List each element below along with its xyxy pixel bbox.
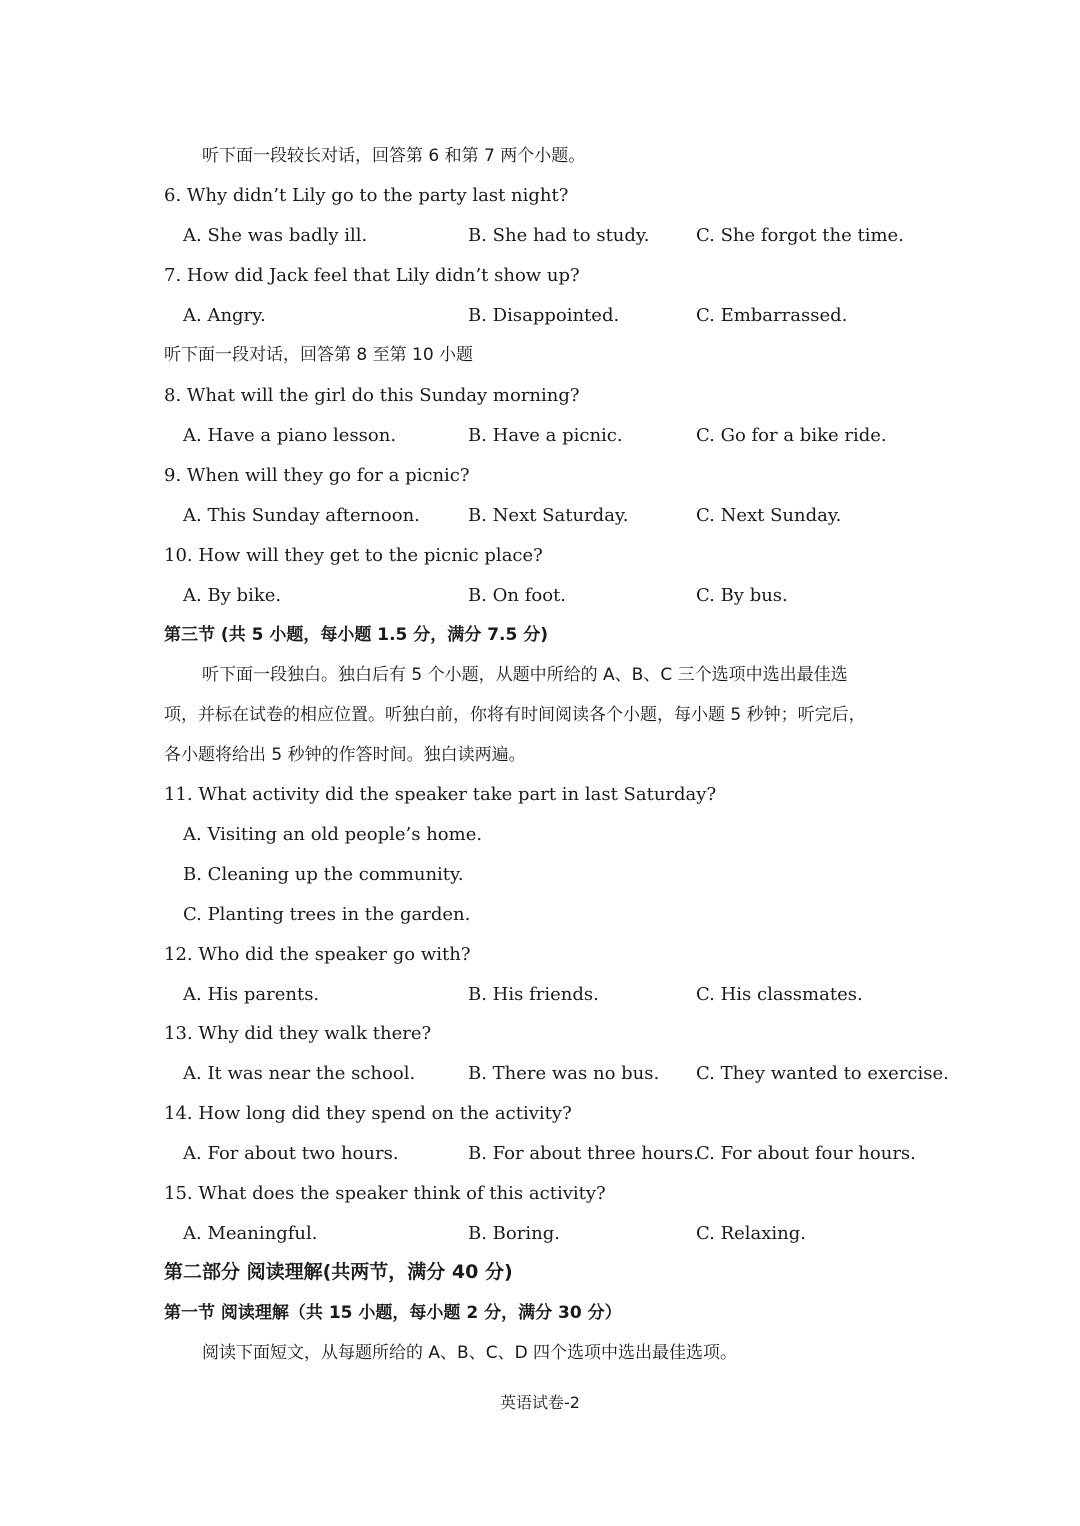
- question-7-option-c: C. Embarrassed.: [696, 305, 848, 326]
- question-10-option-b: B. On foot.: [468, 585, 567, 606]
- question-15-option-b: B. Boring.: [468, 1223, 560, 1244]
- section-3-instruction-line-1: 听下面一段独白。独白后有 5 个小题，从题中所给的 A、B、C 三个选项中选出最佳选: [202, 665, 848, 685]
- question-6-option-a: A. She was badly ill.: [183, 225, 368, 246]
- question-13-option-a: A. It was near the school.: [183, 1063, 416, 1084]
- instruction-q8-q10: 听下面一段对话，回答第 8 至第 10 小题: [164, 345, 474, 365]
- question-10-option-c: C. By bus.: [696, 585, 788, 606]
- question-9-option-b: B. Next Saturday.: [468, 505, 629, 526]
- question-14-stem: 14. How long did they spend on the activity?: [164, 1103, 572, 1124]
- question-10-option-a: A. By bike.: [183, 585, 282, 606]
- question-12-option-a: A. His parents.: [183, 984, 320, 1005]
- question-8-option-a: A. Have a piano lesson.: [183, 425, 397, 446]
- question-8-option-c: C. Go for a bike ride.: [696, 425, 887, 446]
- question-9-option-a: A. This Sunday afternoon.: [183, 505, 420, 526]
- question-8-option-b: B. Have a picnic.: [468, 425, 623, 446]
- question-9-option-c: C. Next Sunday.: [696, 505, 842, 526]
- question-12-stem: 12. Who did the speaker go with?: [164, 944, 471, 965]
- section-3-instruction-line-3: 各小题将给出 5 秒钟的作答时间。独白读两遍。: [164, 745, 526, 765]
- section-3-instruction-line-2: 项，并标在试卷的相应位置。听独白前，你将有时间阅读各个小题，每小题 5 秒钟；听完后，: [164, 705, 866, 725]
- instruction-q6-q7: 听下面一段较长对话，回答第 6 和第 7 两个小题。: [202, 146, 586, 166]
- question-13-stem: 13. Why did they walk there?: [164, 1023, 432, 1044]
- question-15-option-a: A. Meaningful.: [183, 1223, 318, 1244]
- question-8-stem: 8. What will the girl do this Sunday morning?: [164, 385, 580, 406]
- question-11-stem: 11. What activity did the speaker take part in last Saturday?: [164, 784, 717, 805]
- question-9-stem: 9. When will they go for a picnic?: [164, 465, 470, 486]
- question-13-option-b: B. There was no bus.: [468, 1063, 660, 1084]
- question-6-option-c: C. She forgot the time.: [696, 225, 904, 246]
- part-2-heading: 第二部分 阅读理解(共两节，满分 40 分): [164, 1261, 513, 1283]
- question-6-option-b: B. She had to study.: [468, 225, 650, 246]
- part-2-instruction: 阅读下面短文，从每题所给的 A、B、C、D 四个选项中选出最佳选项。: [202, 1343, 738, 1363]
- page-footer-label: 英语试卷-2: [500, 1393, 580, 1412]
- part-2-section-1-heading: 第一节 阅读理解（共 15 小题，每小题 2 分，满分 30 分）: [164, 1303, 622, 1323]
- section-3-heading: 第三节 (共 5 小题，每小题 1.5 分，满分 7.5 分): [164, 625, 549, 645]
- question-7-stem: 7. How did Jack feel that Lily didn’t show up?: [164, 265, 580, 286]
- question-12-option-b: B. His friends.: [468, 984, 599, 1005]
- question-7-option-b: B. Disappointed.: [468, 305, 620, 326]
- question-12-option-c: C. His classmates.: [696, 984, 863, 1005]
- question-13-option-c: C. They wanted to exercise.: [696, 1063, 949, 1084]
- question-14-option-a: A. For about two hours.: [183, 1143, 399, 1164]
- question-11-option-b: B. Cleaning up the community.: [183, 864, 464, 885]
- question-6-stem: 6. Why didn’t Lily go to the party last night?: [164, 185, 569, 206]
- question-7-option-a: A. Angry.: [183, 305, 266, 326]
- question-15-option-c: C. Relaxing.: [696, 1223, 807, 1244]
- question-14-option-c: C. For about four hours.: [696, 1143, 916, 1164]
- question-15-stem: 15. What does the speaker think of this activity?: [164, 1183, 606, 1204]
- question-10-stem: 10. How will they get to the picnic place?: [164, 545, 543, 566]
- question-14-option-b: B. For about three hours.: [468, 1143, 700, 1164]
- question-11-option-c: C. Planting trees in the garden.: [183, 904, 471, 925]
- question-11-option-a: A. Visiting an old people’s home.: [183, 824, 483, 845]
